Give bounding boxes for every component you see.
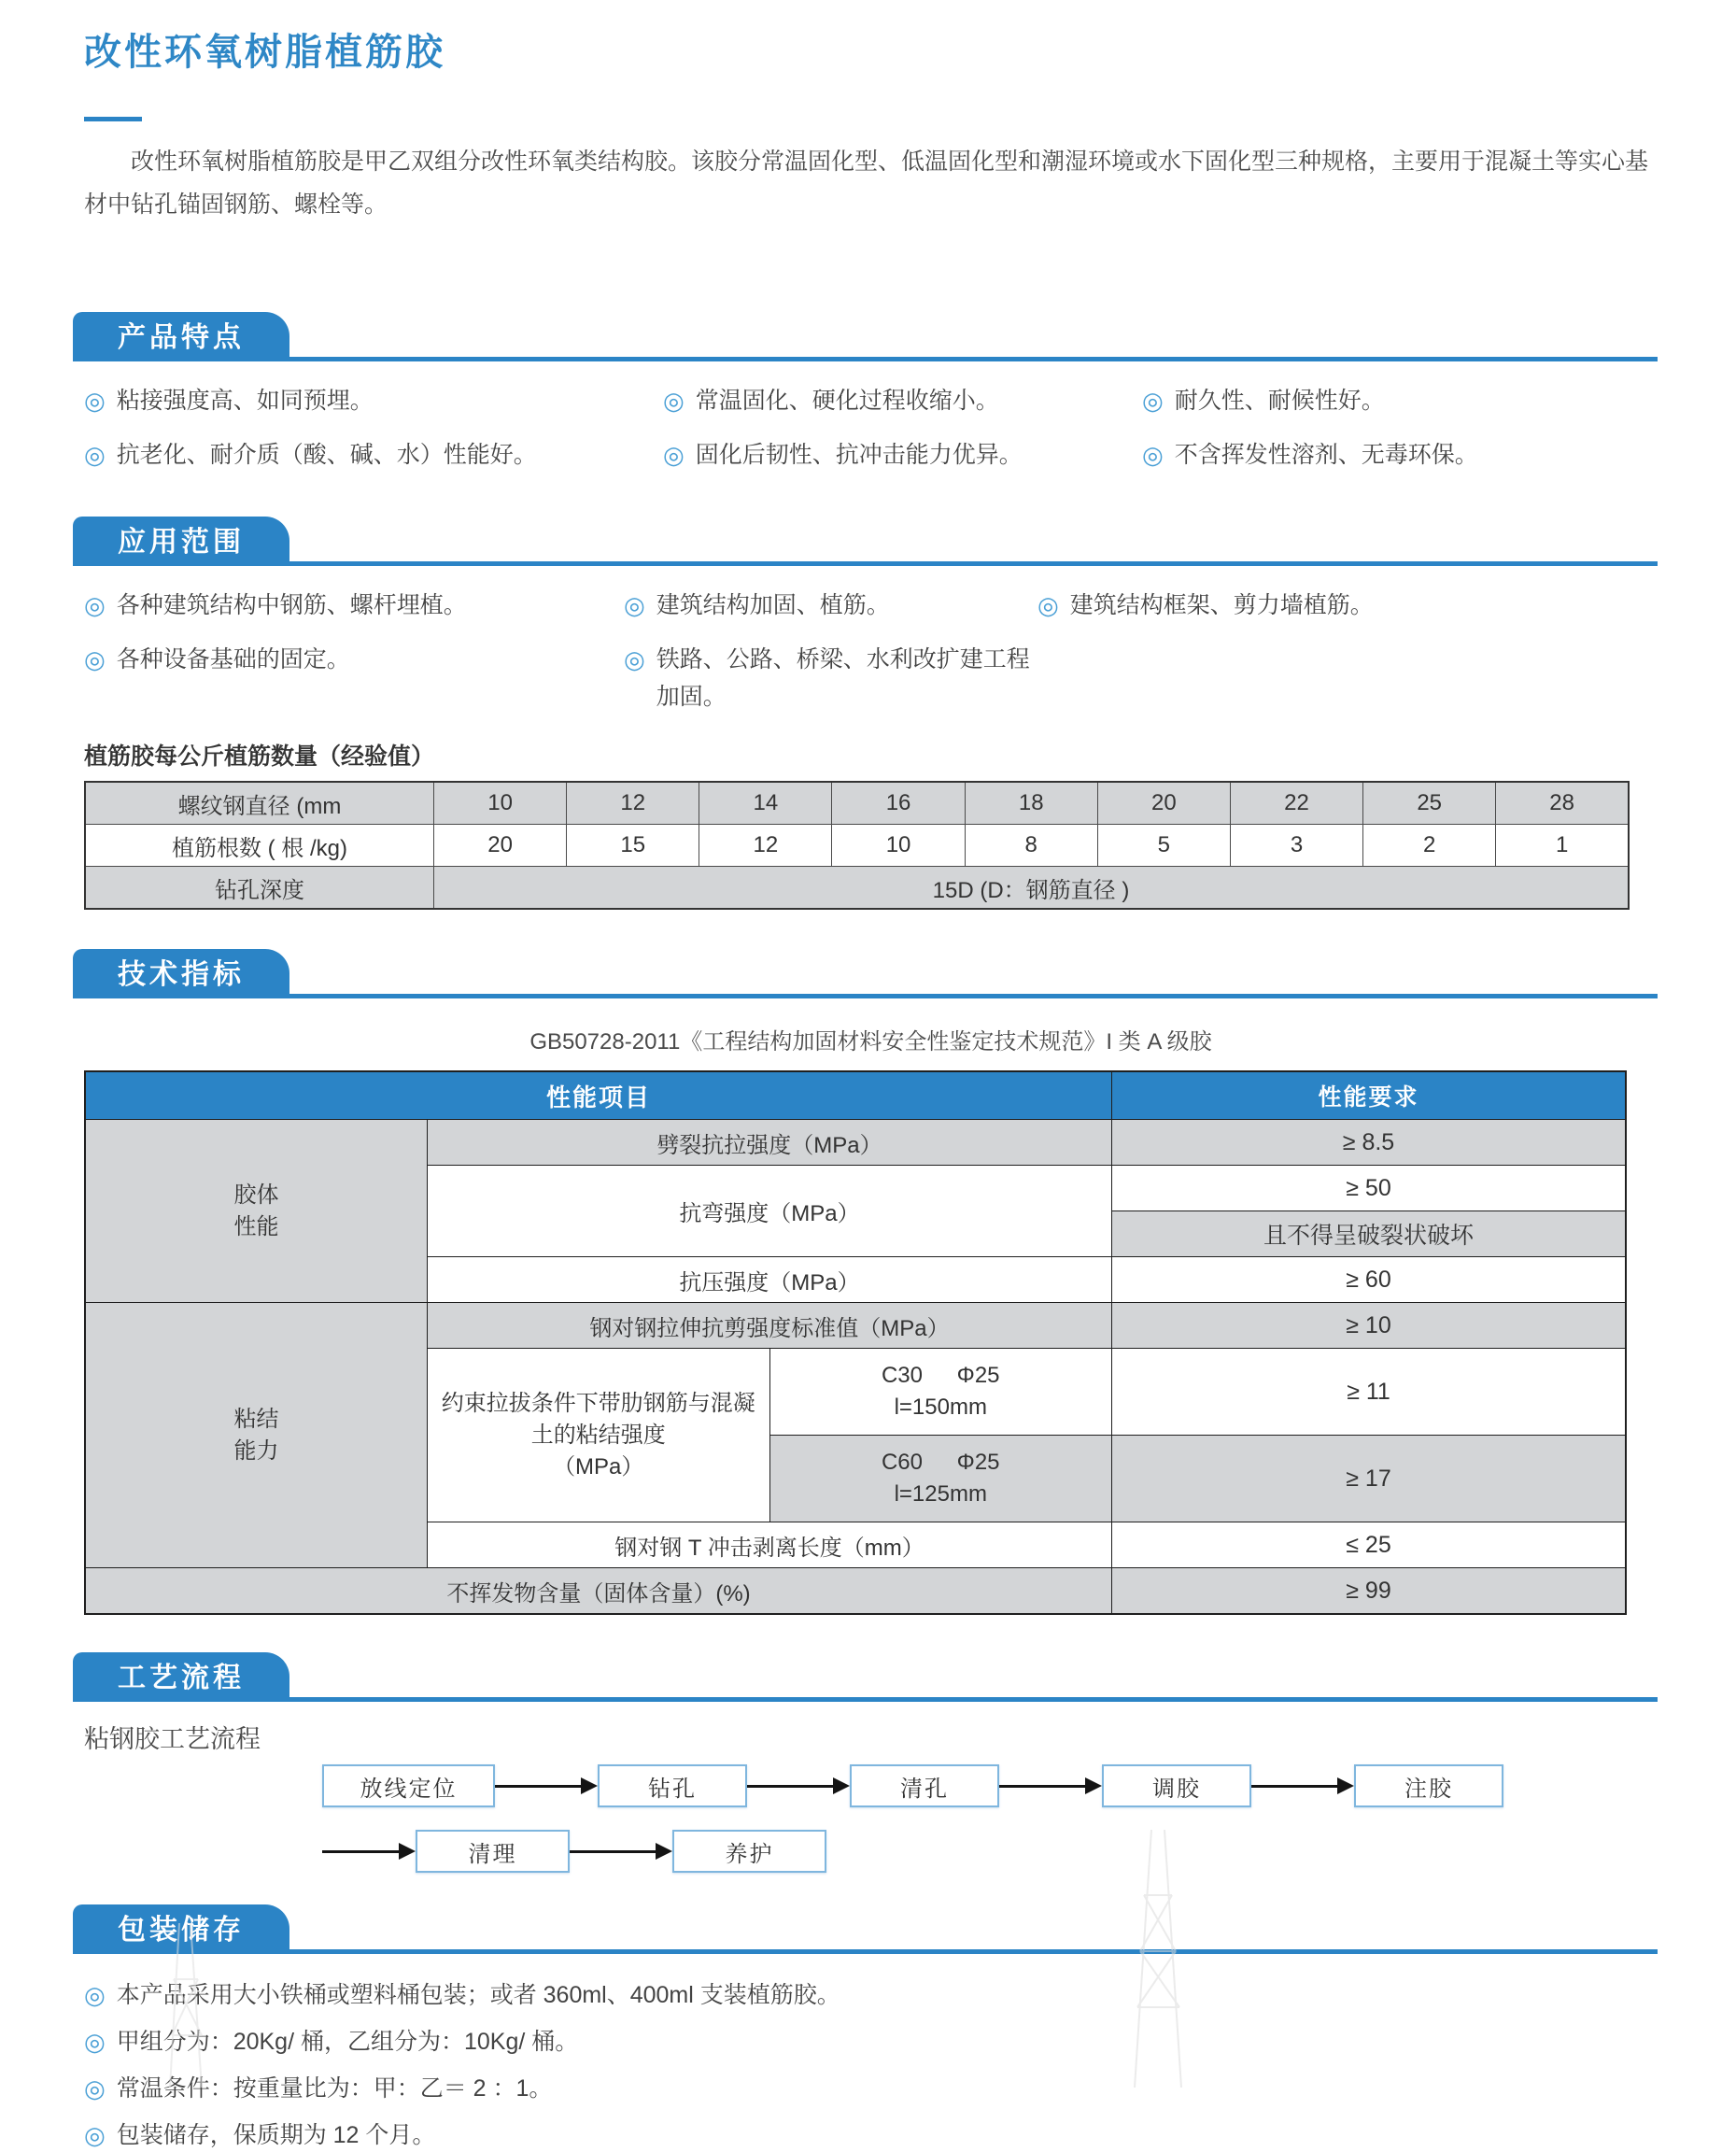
table-row [85, 1303, 1626, 1349]
ring-bullet-icon: ◎ [1037, 591, 1059, 619]
ring-bullet-icon: ◎ [84, 591, 106, 619]
ring-bullet-icon: ◎ [84, 1981, 106, 2009]
feature-text: 抗老化、耐介质（酸、碱、水）性能好。 [116, 442, 537, 468]
ring-bullet-icon: ◎ [84, 2074, 106, 2102]
table-cell: 18 [965, 782, 1097, 825]
group-label: 能力 [233, 1437, 279, 1464]
ring-bullet-icon: ◎ [84, 441, 106, 469]
condition-cell [769, 1436, 1112, 1522]
table-cell: 16 [832, 782, 965, 825]
group-cell [85, 1303, 428, 1568]
flow-arrow-icon [322, 1843, 416, 1860]
application-text: 建筑结构加固、植筋。 [656, 592, 890, 618]
table-cell: 1 [1496, 825, 1629, 867]
ring-bullet-icon: ◎ [663, 441, 685, 469]
list-item [84, 641, 624, 715]
feature-text: 常温固化、硬化过程收缩小。 [695, 388, 999, 414]
section-header-applications [73, 517, 1658, 566]
process-badge [73, 1652, 289, 1697]
feature-text: 粘接强度高、如同预埋。 [116, 388, 374, 414]
property-cell: 抗弯强度（MPa） [428, 1166, 1112, 1257]
process-subtitle: 粘钢胶工艺流程 [84, 1725, 261, 1753]
table-header-row [85, 1071, 1626, 1120]
requirement-cell: ≥ 99 [1112, 1568, 1627, 1615]
section-rule [73, 1697, 1658, 1702]
flow-arrow-icon [570, 1843, 672, 1860]
requirement-cell: ≥ 60 [1112, 1257, 1627, 1303]
list-item [624, 587, 1037, 624]
table-cell: 螺纹钢直径 (mm [85, 782, 434, 825]
table-cell: 3 [1230, 825, 1362, 867]
features-list [84, 382, 1658, 474]
flow-step: 注胶 [1354, 1764, 1503, 1807]
application-text: 各种设备基础的固定。 [116, 646, 350, 672]
condition-label: l=150mm [894, 1395, 987, 1420]
feature-text: 耐久性、耐候性好。 [1174, 388, 1385, 414]
feature-text: 不含挥发性溶剂、无毒环保。 [1174, 442, 1478, 468]
flow-row-1 [322, 1764, 1658, 1807]
table-row [85, 782, 1629, 825]
property-label: 约束拉拔条件下带肋钢筋与混凝土的粘结强度 [441, 1390, 755, 1448]
list-item [1142, 382, 1658, 419]
ring-bullet-icon: ◎ [84, 645, 106, 673]
table-cell: 15 [567, 825, 699, 867]
packaging-text: 常温条件：按重量比为：甲：乙＝ 2 ：1。 [116, 2075, 553, 2102]
ring-bullet-icon: ◎ [84, 387, 106, 415]
feature-text: 固化后韧性、抗冲击能力优异。 [695, 442, 1023, 468]
property-cell: 钢对钢拉伸抗剪强度标准值（MPa） [428, 1303, 1112, 1349]
flow-arrow-icon [747, 1777, 850, 1794]
section-rule [73, 357, 1658, 361]
table-cell: 20 [1097, 782, 1230, 825]
packaging-text: 本产品采用大小铁桶或塑料桶包装；或者 360ml、400ml 支装植筋胶。 [116, 1982, 840, 2008]
property-cell: 不挥发物含量（固体含量）(%) [85, 1568, 1112, 1615]
table-cell: 15D (D：钢筋直径 ) [434, 867, 1630, 910]
flow-arrow-icon [999, 1777, 1102, 1794]
requirement-cell: ≥ 11 [1112, 1349, 1627, 1436]
table-cell: 22 [1230, 782, 1362, 825]
condition-label: l=125mm [894, 1481, 987, 1507]
condition-cell [769, 1349, 1112, 1436]
condition-label: C60 Φ25 [881, 1450, 1000, 1475]
specs-table [84, 1070, 1627, 1615]
packaging-text: 甲组分为：20Kg/ 桶，乙组分为：10Kg/ 桶。 [116, 2029, 579, 2055]
applications-badge [73, 517, 289, 561]
table-cell: 14 [699, 782, 832, 825]
dosage-table [84, 781, 1630, 910]
group-label: 胶体 [233, 1182, 279, 1208]
packaging-text: 包装储存，保质期为 12 个月。 [116, 2122, 436, 2148]
dosage-table-title: 植筋胶每公斤植筋数量（经验值） [84, 743, 435, 770]
title-underline-dash [84, 117, 142, 121]
section-header-packaging [73, 1904, 1658, 1954]
flow-step: 清理 [416, 1830, 570, 1873]
table-row [85, 1568, 1626, 1615]
column-header: 性能要求 [1112, 1071, 1627, 1120]
group-label: 粘结 [233, 1406, 279, 1432]
flow-arrow-icon [1251, 1777, 1354, 1794]
table-cell: 12 [699, 825, 832, 867]
section-rule [73, 994, 1658, 998]
table-cell: 10 [832, 825, 965, 867]
table-cell: 2 [1363, 825, 1496, 867]
list-item [84, 587, 624, 624]
ring-bullet-icon: ◎ [84, 2028, 106, 2056]
list-item [84, 436, 663, 474]
packaging-list [84, 1978, 1658, 2152]
table-cell: 10 [434, 782, 567, 825]
requirement-cell: ≥ 8.5 [1112, 1120, 1627, 1166]
table-row [85, 1120, 1626, 1166]
group-cell [85, 1120, 428, 1303]
flow-arrow-icon [495, 1777, 598, 1794]
table-cell: 12 [567, 782, 699, 825]
ring-bullet-icon: ◎ [624, 645, 645, 673]
table-cell: 5 [1097, 825, 1230, 867]
section-header-features [73, 312, 1658, 361]
flow-step: 放线定位 [322, 1764, 495, 1807]
table-cell: 25 [1363, 782, 1496, 825]
section-rule [73, 1949, 1658, 1954]
condition-label: C30 Φ25 [881, 1363, 1000, 1388]
table-cell: 8 [965, 825, 1097, 867]
list-item [84, 382, 663, 419]
process-heading: 工艺流程 [118, 1663, 245, 1693]
list-item [84, 1978, 1658, 2012]
group-label: 性能 [233, 1213, 279, 1239]
property-cell: 钢对钢 T 冲击剥离长度（mm） [428, 1522, 1112, 1568]
application-text: 建筑结构框架、剪力墙植筋。 [1069, 592, 1374, 618]
list-item [624, 641, 1037, 715]
application-text: 各种建筑结构中钢筋、螺杆埋植。 [116, 592, 467, 618]
list-item [84, 2118, 1658, 2152]
property-cell [428, 1349, 770, 1522]
flow-step: 钻孔 [598, 1764, 747, 1807]
flow-step: 调胶 [1102, 1764, 1251, 1807]
requirement-cell: 且不得呈破裂状破坏 [1112, 1211, 1627, 1257]
packaging-heading: 包装储存 [118, 1915, 245, 1946]
requirement-cell: ≤ 25 [1112, 1522, 1627, 1568]
specs-badge [73, 949, 289, 994]
applications-list [84, 587, 1658, 715]
page-title: 改性环氧树脂植筋胶 [84, 32, 445, 73]
features-badge [73, 312, 289, 357]
applications-heading: 应用范围 [118, 527, 245, 558]
list-item [84, 2072, 1658, 2105]
table-cell: 28 [1496, 782, 1629, 825]
section-header-process [73, 1652, 1658, 1702]
table-row [85, 867, 1629, 910]
property-cell: 抗压强度（MPa） [428, 1257, 1112, 1303]
flow-row-2 [322, 1830, 1658, 1873]
list-item [84, 2025, 1658, 2059]
section-rule [73, 561, 1658, 566]
flow-step: 清孔 [850, 1764, 999, 1807]
standard-reference: GB50728-2011《工程结构加固材料安全性鉴定技术规范》I 类 A 级胶 [529, 1029, 1212, 1055]
section-header-specs [73, 949, 1658, 998]
requirement-cell: ≥ 17 [1112, 1436, 1627, 1522]
flow-step: 养护 [672, 1830, 826, 1873]
table-cell: 植筋根数 ( 根 /kg) [85, 825, 434, 867]
requirement-cell: ≥ 50 [1112, 1166, 1627, 1211]
table-row [85, 825, 1629, 867]
table-cell: 钻孔深度 [85, 867, 434, 910]
column-header: 性能项目 [85, 1071, 1112, 1120]
ring-bullet-icon: ◎ [84, 2121, 106, 2149]
list-item [663, 436, 1142, 474]
list-item [1142, 436, 1658, 474]
list-item [663, 382, 1142, 419]
ring-bullet-icon: ◎ [663, 387, 685, 415]
specs-heading: 技术指标 [118, 959, 245, 990]
packaging-badge [73, 1904, 289, 1949]
property-cell: 劈裂抗拉强度（MPa） [428, 1120, 1112, 1166]
ring-bullet-icon: ◎ [1142, 387, 1164, 415]
property-label: （MPa） [553, 1453, 644, 1480]
ring-bullet-icon: ◎ [624, 591, 645, 619]
requirement-cell: ≥ 10 [1112, 1303, 1627, 1349]
intro-paragraph: 改性环氧树脂植筋胶是甲乙双组分改性环氧类结构胶。该胶分常温固化型、低温固化型和潮湿环境或水下固化型三种规格，主要用于混凝土等实心基材中钻孔锚固钢筋、螺栓等。 [84, 149, 1649, 218]
list-item [1037, 587, 1658, 624]
ring-bullet-icon: ◎ [1142, 441, 1164, 469]
application-text: 铁路、公路、桥梁、水利改扩建工程加固。 [656, 646, 1030, 710]
features-heading: 产品特点 [118, 322, 245, 353]
table-cell: 20 [434, 825, 567, 867]
page-content [0, 22, 1736, 2152]
